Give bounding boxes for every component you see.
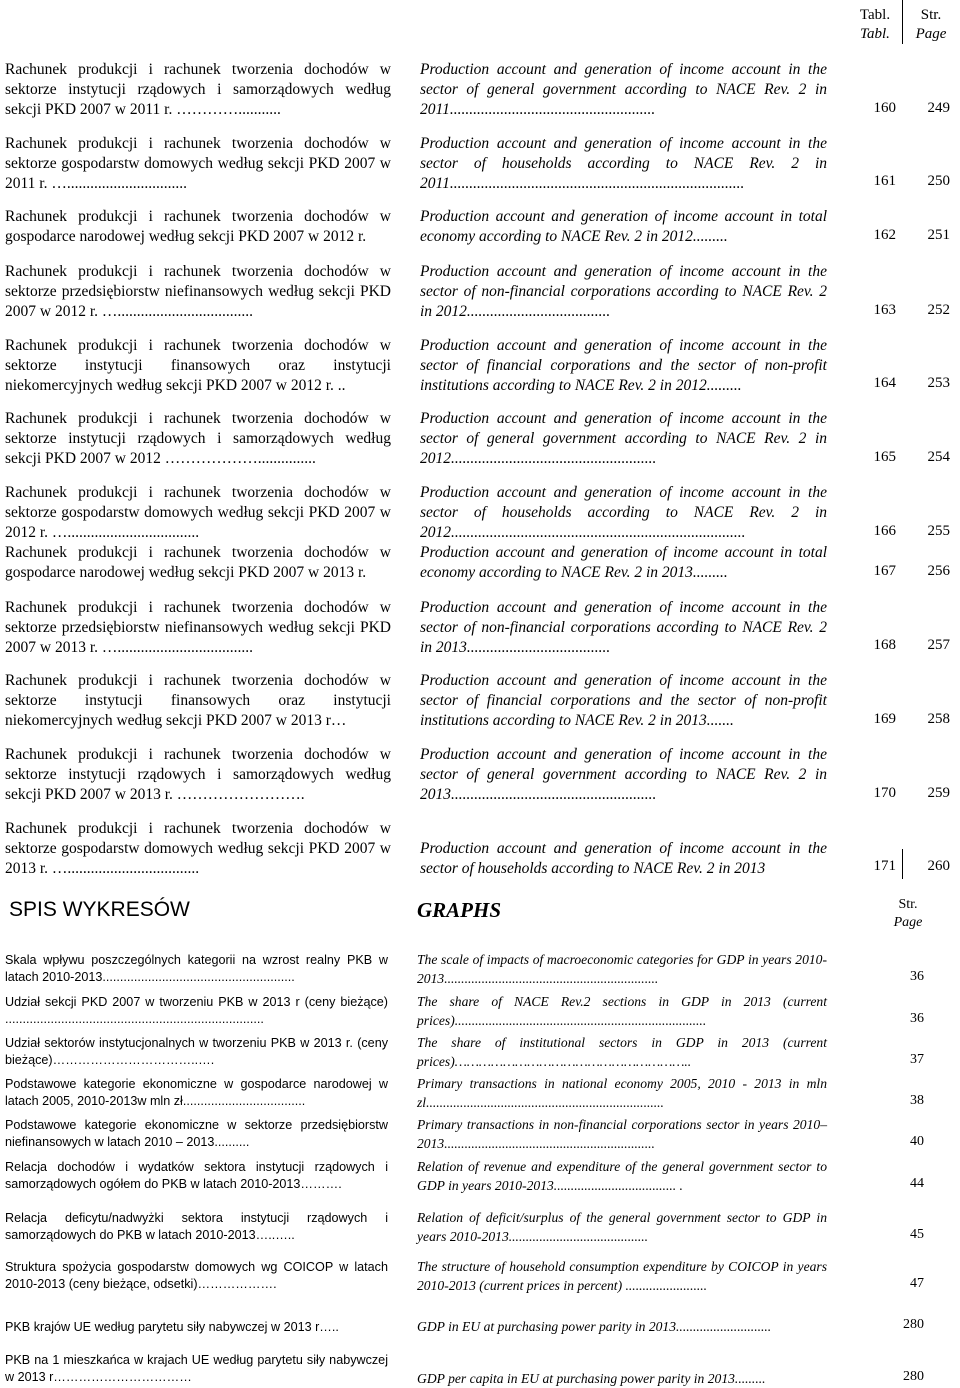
page-number: 258 <box>927 711 950 727</box>
page-number: 259 <box>927 785 950 801</box>
table-number: 164 <box>873 375 896 391</box>
entry-text-en: Production account and generation of income account in the sector of non-financial corporations according to NACE Rev. 2 in 2012..................................... <box>420 263 827 320</box>
entry-text-en: Production account and generation of income account in the sector of financial corporations and the sector of non-profit institutions according to NACE Rev. 2 in 2012......... <box>420 337 827 394</box>
page-number: 254 <box>927 449 950 465</box>
entry-text-en: Production account and generation of income account in total economy according to NACE Rev. 2 in 2012......... <box>420 208 827 245</box>
graph-text-pl: Relacja dochodów i wydatków sektora instytucji rządowych i samorządowych ogółem do PKB w latach 2010-2013………. <box>5 1160 388 1191</box>
page-number: 36 <box>910 969 924 984</box>
graphs-str-pl: Str. <box>898 897 918 912</box>
page-number: 250 <box>927 173 950 189</box>
tabl-header-en: Tabl. <box>860 26 890 42</box>
entry-text-en: Production account and generation of income account in the sector of general government according to NACE Rev. 2 in 2011..................................................... <box>420 61 827 118</box>
entry-text-en: Production account and generation of income account in the sector of financial corporations and the sector of non-profit institutions according to NACE Rev. 2 in 2013....... <box>420 672 827 729</box>
page-number: 253 <box>927 375 950 391</box>
entry-text-pl: Rachunek produkcji i rachunek tworzenia dochodów w sektorze instytucji finansowych oraz instytucji niekomercyjnych według sekcji PKD 2007 w 2013 r… <box>5 672 391 729</box>
str-header-en: Page <box>915 26 947 42</box>
page-number: 280 <box>903 1369 924 1384</box>
graph-text-en: Primary transactions in national economy 2005, 2010 - 2013 in mln zl...................................................................... <box>417 1076 827 1110</box>
entry-text-pl: Rachunek produkcji i rachunek tworzenia dochodów w sektorze gospodarstw domowych według sekcji PKD 2007 w 2013 r. ….................................. <box>5 820 391 877</box>
entry-text-en: Production account and generation of income account in the sector of general government according to NACE Rev. 2 in 2012..................................................... <box>420 410 827 467</box>
table-number: 169 <box>873 711 896 727</box>
entry-text-pl: Rachunek produkcji i rachunek tworzenia dochodów w sektorze przedsiębiorstw niefinansowych według sekcji PKD 2007 w 2013 r. …................................... <box>5 599 391 656</box>
entry-text-pl: Rachunek produkcji i rachunek tworzenia dochodów w sektorze instytucji finansowych oraz instytucji niekomercyjnych według sekcji PKD 2007 w 2012 r. .. <box>5 337 391 394</box>
page-header <box>906 6 956 44</box>
table-number: 168 <box>873 637 896 653</box>
page-number: 36 <box>910 1011 924 1026</box>
entry-text-en: Production account and generation of income account in the sector of households according to NACE Rev. 2 in 2013 <box>420 840 827 877</box>
graphs-str-en: Page <box>893 915 923 930</box>
graph-text-en: The share of institutional sectors in GDP in 2013 (current prices)………………………………………………….. <box>417 1035 827 1069</box>
entry-text-pl: Rachunek produkcji i rachunek tworzenia dochodów w sektorze instytucji rządowych i samorządowych według sekcji PKD 2007 w 2011 r. …………........... <box>5 61 391 118</box>
entry-text-pl: Rachunek produkcji i rachunek tworzenia dochodów w sektorze gospodarstw domowych według sekcji PKD 2007 w 2011 r. …............................... <box>5 135 391 192</box>
graph-text-pl: Podstawowe kategorie ekonomiczne w gospodarce narodowej w latach 2005, 2010-2013w mln zł................................... <box>5 1077 388 1108</box>
page-number: 37 <box>910 1052 924 1067</box>
graph-text-en: GDP in EU at purchasing power parity in 2013............................ <box>417 1319 772 1334</box>
table-number: 161 <box>873 173 896 189</box>
page-number: 251 <box>927 227 950 243</box>
graph-text-pl: PKB krajów UE według parytetu siły nabywczej w 2013 r….. <box>5 1320 339 1334</box>
page-number: 255 <box>927 523 950 539</box>
section-title-en: GRAPHS <box>417 898 502 922</box>
graph-text-en: The scale of impacts of macroeconomic categories for GDP in years 2010-2013............................................................... <box>417 952 827 986</box>
graph-text-en: The share of NACE Rev.2 sections in GDP in 2013 (current prices).......................................................................... <box>417 994 827 1028</box>
graph-text-en: Relation of revenue and expenditure of the general government sector to GDP in years 2010-2013.................................... . <box>417 1159 827 1193</box>
page-number: 45 <box>910 1227 924 1242</box>
entry-text-pl: Rachunek produkcji i rachunek tworzenia dochodów w sektorze instytucji rządowych i samorządowych według sekcji PKD 2007 w 2013 r. ……………………. <box>5 746 391 803</box>
table-number: 162 <box>873 227 896 243</box>
graph-text-pl: Udział sekcji PKD 2007 w tworzeniu PKB w 2013 r (ceny bieżące) .......................................................................... <box>5 995 388 1026</box>
graph-text-pl: Podstawowe kategorie ekonomiczne w sektorze przedsiębiorstw niefinansowych w latach 2010 – 2013.......... <box>5 1118 388 1149</box>
graph-text-pl: PKB na 1 mieszkańca w krajach UE według parytetu siły nabywczej w 2013 r…………………………… <box>5 1353 388 1384</box>
entry-text-pl: Rachunek produkcji i rachunek tworzenia dochodów w gospodarce narodowej według sekcji PKD 2007 w 2012 r. <box>5 208 391 245</box>
table-number: 170 <box>873 785 896 801</box>
page-number: 47 <box>910 1276 924 1291</box>
graph-text-en: The structure of household consumption expenditure by COICOP in years 2010-2013 (current prices in percent) ........................ <box>417 1259 827 1293</box>
entry-text-pl: Rachunek produkcji i rachunek tworzenia dochodów w sektorze przedsiębiorstw niefinansowych według sekcji PKD 2007 w 2012 r. …................................... <box>5 263 391 320</box>
entry-text-en: Production account and generation of income account in the sector of non-financial corporations according to NACE Rev. 2 in 2013..................................... <box>420 599 827 656</box>
page-number: 38 <box>910 1093 924 1108</box>
page-number: 249 <box>927 100 950 116</box>
table-number: 163 <box>873 302 896 318</box>
entry-text-pl: Rachunek produkcji i rachunek tworzenia dochodów w sektorze gospodarstw domowych według sekcji PKD 2007 w 2012 r. ….................................. <box>5 484 391 541</box>
graph-text-pl: Skala wpływu poszczególnych kategorii na wzrost realny PKB w latach 2010-2013....................................................... <box>5 953 388 984</box>
page-number: 256 <box>927 563 950 579</box>
graph-text-pl: Udział sektorów instytucjonalnych w tworzeniu PKB w 2013 r. (ceny bieżące)……………………………..…. <box>5 1036 388 1067</box>
table-number: 165 <box>873 449 896 465</box>
page-number: 257 <box>927 637 950 653</box>
page-number: 252 <box>927 302 950 318</box>
header-divider <box>902 0 903 44</box>
table-number: 160 <box>873 100 896 116</box>
tabl-header <box>852 6 898 44</box>
page-number: 280 <box>903 1317 924 1332</box>
page-number: 44 <box>910 1176 924 1191</box>
table-number: 167 <box>873 563 896 579</box>
last-row-divider <box>902 849 903 879</box>
graph-text-en: Primary transactions in non-financial corporations sector in years 2010–2013.............................................................. <box>417 1117 827 1151</box>
entry-text-en: Production account and generation of income account in total economy according to NACE Rev. 2 in 2013......... <box>420 544 827 581</box>
page-number: 40 <box>910 1134 924 1149</box>
table-number: 171 <box>873 858 896 874</box>
entry-text-pl: Rachunek produkcji i rachunek tworzenia dochodów w sektorze instytucji rządowych i samorządowych według sekcji PKD 2007 w 2012 ………………............... <box>5 410 391 467</box>
graph-text-pl: Struktura spożycia gospodarstw domowych wg COICOP w latach 2010-2013 (ceny bieżące, odsetki)………………. <box>5 1260 388 1291</box>
section-title-pl: SPIS WYKRESÓW <box>9 898 190 921</box>
entry-text-en: Production account and generation of income account in the sector of general government according to NACE Rev. 2 in 2013..................................................... <box>420 746 827 803</box>
entry-text-en: Production account and generation of income account in the sector of households according to NACE Rev. 2 in 2011............................................................................ <box>420 135 827 192</box>
graph-text-en: Relation of deficit/surplus of the general government sector to GDP in years 2010-2013......................................... <box>417 1210 827 1244</box>
entry-text-pl: Rachunek produkcji i rachunek tworzenia dochodów w gospodarce narodowej według sekcji PKD 2007 w 2013 r. <box>5 544 391 581</box>
graph-text-en: GDP per capita in EU at purchasing power parity in 2013......... <box>417 1371 766 1386</box>
graph-text-pl: Relacja deficytu/nadwyżki sektora instytucji rządowych i samorządowych do PKB w latach 2010-2013…..….. <box>5 1211 388 1242</box>
tabl-header-pl: Tabl. <box>859 7 891 23</box>
str-header-pl: Str. <box>920 7 942 23</box>
graphs-page-header <box>880 896 936 932</box>
entry-text-en: Production account and generation of income account in the sector of households according to NACE Rev. 2 in 2012............................................................................ <box>420 484 827 541</box>
table-number: 166 <box>873 523 896 539</box>
page-number: 260 <box>927 858 950 874</box>
